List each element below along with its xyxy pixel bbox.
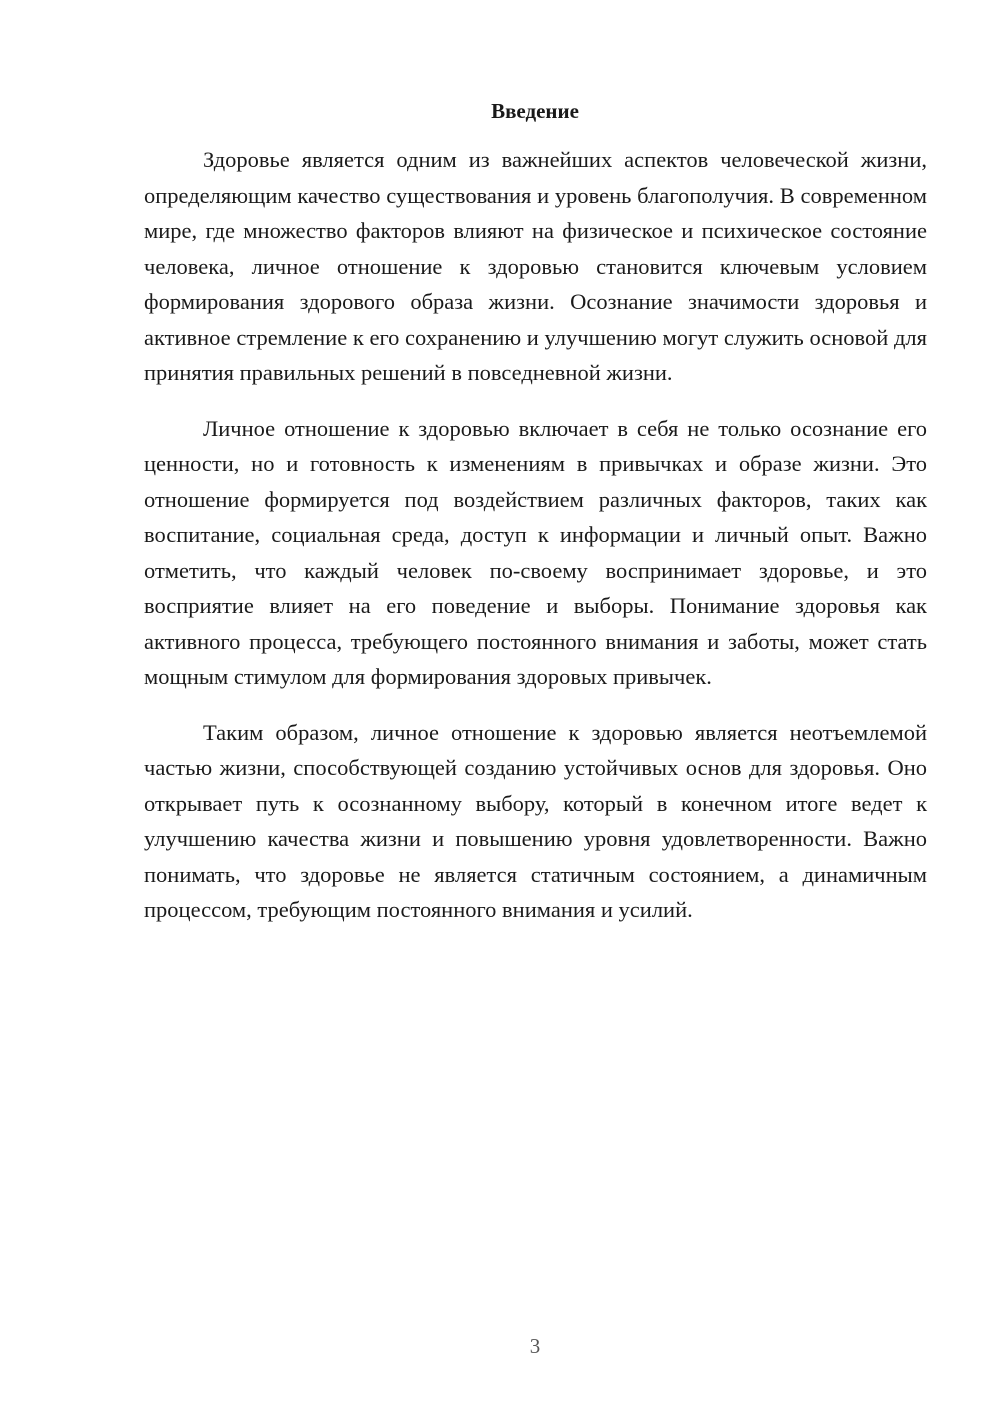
paragraph-2: Личное отношение к здоровью включает в себя не только осознание его ценности, но и готовность к изменениям в привычках и образе жизни. Это отношение формируется под воздействием различных факторов, таких как воспитание, социальная среда, доступ к информации и личный опыт. Важно отметить, что каждый человек по-своему воспринимает здоровье, и это восприятие влияет на его поведение и выборы. Понимание здоровья как активного процесса, требующего постоянного внимания и заботы, может стать мощным стимулом для формирования здоровых привычек.	[144, 415, 927, 689]
page-title: Введение	[491, 99, 579, 123]
document-body	[144, 142, 927, 948]
paragraph-3: Таким образом, личное отношение к здоровью является неотъемлемой частью жизни, способствующей созданию устойчивых основ для здоровья. Оно открывает путь к осознанному выбору, который в конечном итоге ведет к улучшению качества жизни и повышению уровня удовлетворенности. Важно понимать, что здоровье не является статичным состоянием, а динамичным процессом, требующим постоянного внимания и усилий.	[144, 719, 927, 922]
page-number: 3	[529, 1334, 541, 1358]
paragraph-1: Здоровье является одним из важнейших аспектов человеческой жизни, определяющим качество существования и уровень благополучия. В современном мире, где множество факторов влияют на физическое и психическое состояние человека, личное отношение к здоровью становится ключевым условием формирования здорового образа жизни. Осознание значимости здоровья и активное стремление к его сохранению и улучшению могут служить основой для принятия правильных решений в повседневной жизни.	[144, 147, 927, 385]
